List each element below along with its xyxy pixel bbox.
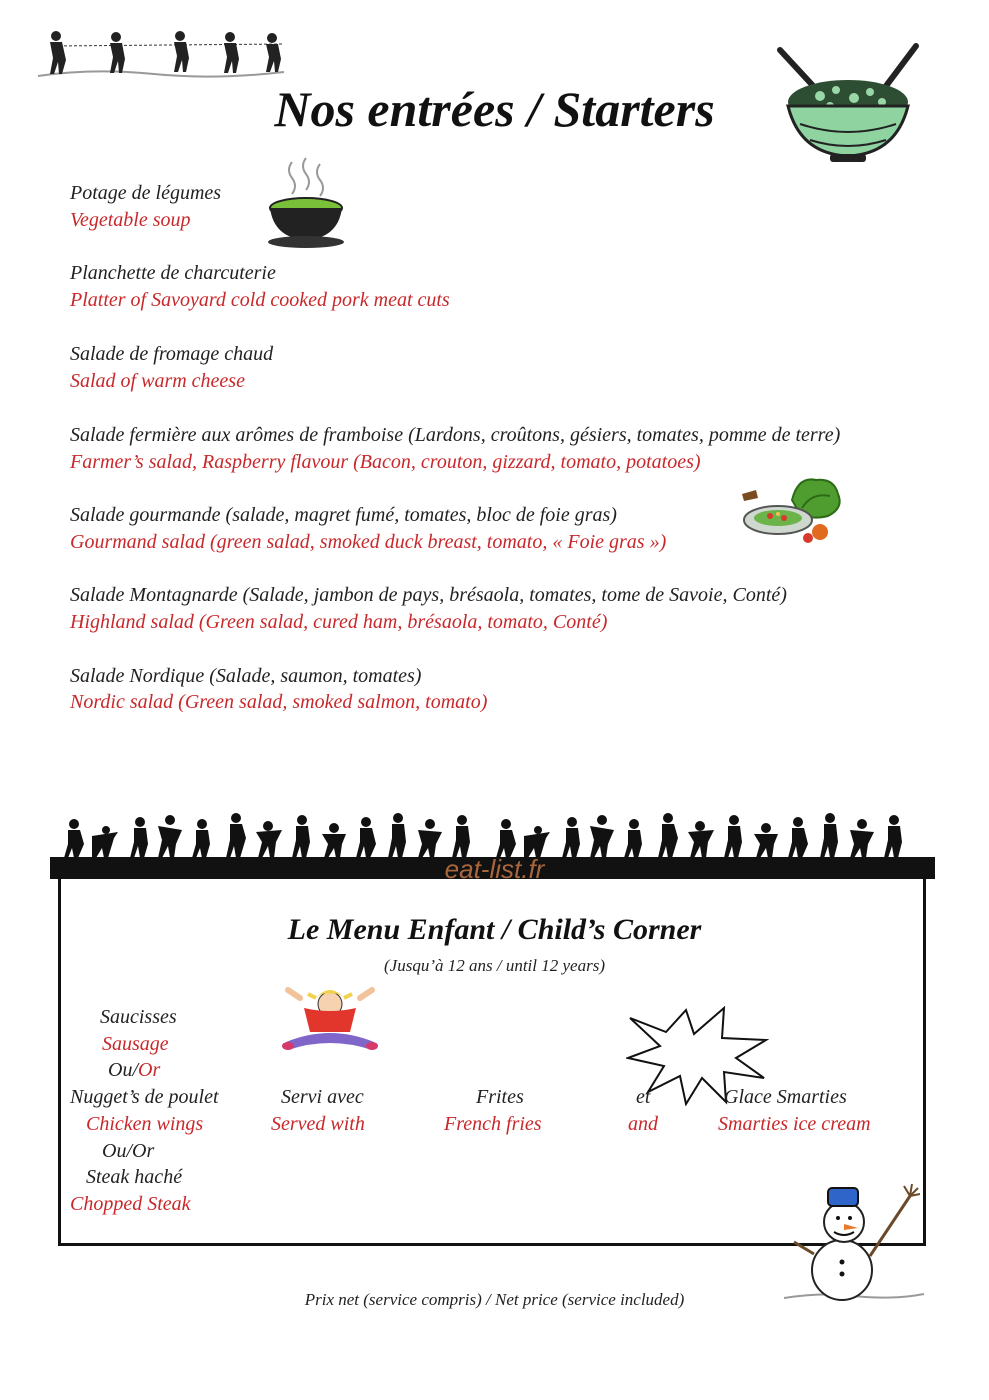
kids-main-3-fr: Steak haché — [86, 1166, 183, 1188]
starter-1-en: Vegetable soup — [70, 209, 191, 231]
kids-main-1-fr: Saucisses — [100, 1006, 177, 1028]
starter-7-en: Nordic salad (Green salad, smoked salmon, tomato) — [70, 691, 488, 713]
kids-main-2-fr: Nugget’s de poulet — [70, 1086, 219, 1108]
page-title: Nos entrées / Starters — [274, 81, 715, 137]
snowman-icon — [784, 1182, 924, 1306]
or-label-2: Ou/Or — [102, 1140, 155, 1162]
starter-7-fr: Salade Nordique (Salade, saumon, tomates) — [70, 665, 422, 687]
kids-main-3-en: Chopped Steak — [70, 1193, 191, 1215]
kids-main-1-en: Sausage — [102, 1033, 169, 1055]
dancers-frieze-icon — [62, 806, 926, 858]
starter-6-en: Highland salad (Green salad, cured ham, brésaola, tomato, Conté) — [70, 611, 608, 633]
soup-bowl-icon — [262, 156, 350, 250]
girl-icon — [280, 984, 380, 1058]
starter-3-fr: Salade de fromage chaud — [70, 343, 274, 365]
dessert-en: Smarties ice cream — [718, 1113, 871, 1135]
watermark: eat-list.fr — [444, 854, 545, 884]
starter-3-en: Salad of warm cheese — [70, 370, 245, 392]
footer-price-note: Prix net (service compris) / Net price (service included) — [304, 1290, 685, 1309]
kids-menu-subtitle: (Jusqu’à 12 ans / until 12 years) — [384, 956, 605, 975]
starter-1-fr: Potage de légumes — [70, 182, 222, 204]
and-en: and — [628, 1113, 658, 1135]
dessert-fr: Glace Smarties — [724, 1086, 847, 1108]
starter-2-fr: Planchette de charcuterie — [70, 262, 276, 284]
starter-2-en: Platter of Savoyard cold cooked pork meat cuts — [70, 289, 450, 311]
served-with-en: Served with — [271, 1113, 365, 1135]
starter-6-fr: Salade Montagnarde (Salade, jambon de pays, brésaola, tomates, tome de Savoie, Conté) — [70, 584, 787, 606]
starter-5-fr: Salade gourmande (salade, magret fumé, tomates, bloc de foie gras) — [70, 504, 617, 526]
kids-main-2-en: Chicken wings — [86, 1113, 204, 1135]
starter-4-en: Farmer’s salad, Raspberry flavour (Bacon, crouton, gizzard, tomato, potatoes) — [70, 451, 701, 473]
kids-menu-title: Le Menu Enfant / Child’s Corner — [287, 913, 702, 946]
or-label-1: Ou/Or — [108, 1059, 161, 1081]
served-with-fr: Servi avec — [281, 1086, 364, 1108]
starter-4-fr: Salade fermière aux arômes de framboise (Lardons, croûtons, gésiers, tomates, pomme de terre) — [70, 424, 841, 446]
salad-plate-icon — [712, 474, 846, 548]
starter-5-en: Gourmand salad (green salad, smoked duck breast, tomato, « Foie gras ») — [70, 531, 667, 553]
fries-en: French fries — [444, 1113, 542, 1135]
fries-fr: Frites — [476, 1086, 524, 1108]
and-fr: et — [636, 1086, 651, 1108]
hikers-icon — [34, 28, 290, 80]
